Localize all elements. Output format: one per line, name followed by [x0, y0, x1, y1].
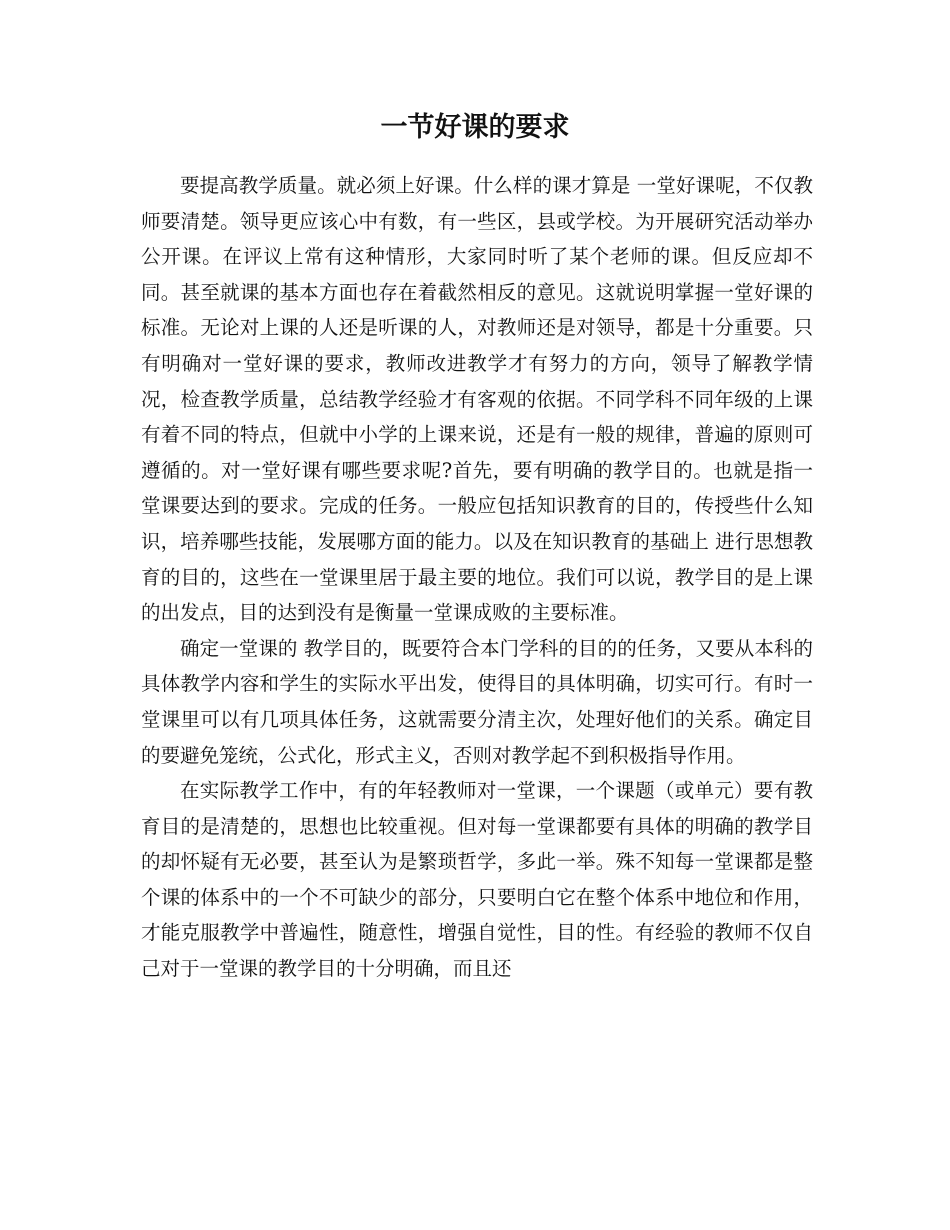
- paragraph-3: 在实际教学工作中，有的年轻教师对一堂课，一个课题（或单元）要有教育目的是清楚的，思想也比较重视。但对每一堂课都要有具体的明确的教学目的却怀疑有无必要，甚至认为是繁琐哲学，多此一举。殊不知每一堂课都是整个课的体系中的一个不可缺少的部分，只要明白它在整个体系中地位和作用，才能克服教学中普遍性，随意性，增强自觉性，目的性。有经验的教师不仅自己对于一堂课的教学目的十分明确，而且还: [141, 779, 813, 981]
- page-title: 一节好课的要求: [380, 112, 570, 143]
- paragraph-1: 要提高教学质量。就必须上好课。什么样的课才算是 一堂好课呢，不仅教师要清楚。领导更应该心中有数，有一些区，县或学校。为开展研究活动举办公开课。在评议上常有这种情形，大家同时听了某个老师的课。但反应却不同。甚至就课的基本方面也存在着截然相反的意见。这就说明掌握一堂好课的标准。无论对上课的人还是听课的人，对教师还是对领导，都是十分重要。只有明确对一堂好课的要求，教师改进教学才有努力的方向，领导了解教学情况，检查教学质量，总结教学经验才有客观的依据。不同学科不同年级的上课有着不同的特点，但就中小学的上课来说，还是有一般的规律，普遍的原则可遵循的。对一堂好课有哪些要求呢?首先，要有明确的教学目的。也就是指一堂课要达到的要求。完成的任务。一般应包括知识教育的目的，传授些什么知识，培养哪些技能，发展哪方面的能力。以及在知识教育的基础上 进行思想教育的目的，这些在一堂课里居于最主要的地位。我们可以说，教学目的是上课的出发点，目的达到没有是衡量一堂课成败的主要标准。: [141, 174, 813, 625]
- document-body: [141, 168, 813, 987]
- paragraph-2: 确定一堂课的 教学目的，既要符合本门学科的目的的任务，又要从本科的具体教学内容和学生的实际水平出发，使得目的具体明确，切实可行。有时一堂课里可以有几项具体任务，这就需要分清主次，处理好他们的关系。确定目的要避免笼统，公式化，形式主义，否则对教学起不到积极指导作用。: [141, 636, 813, 767]
